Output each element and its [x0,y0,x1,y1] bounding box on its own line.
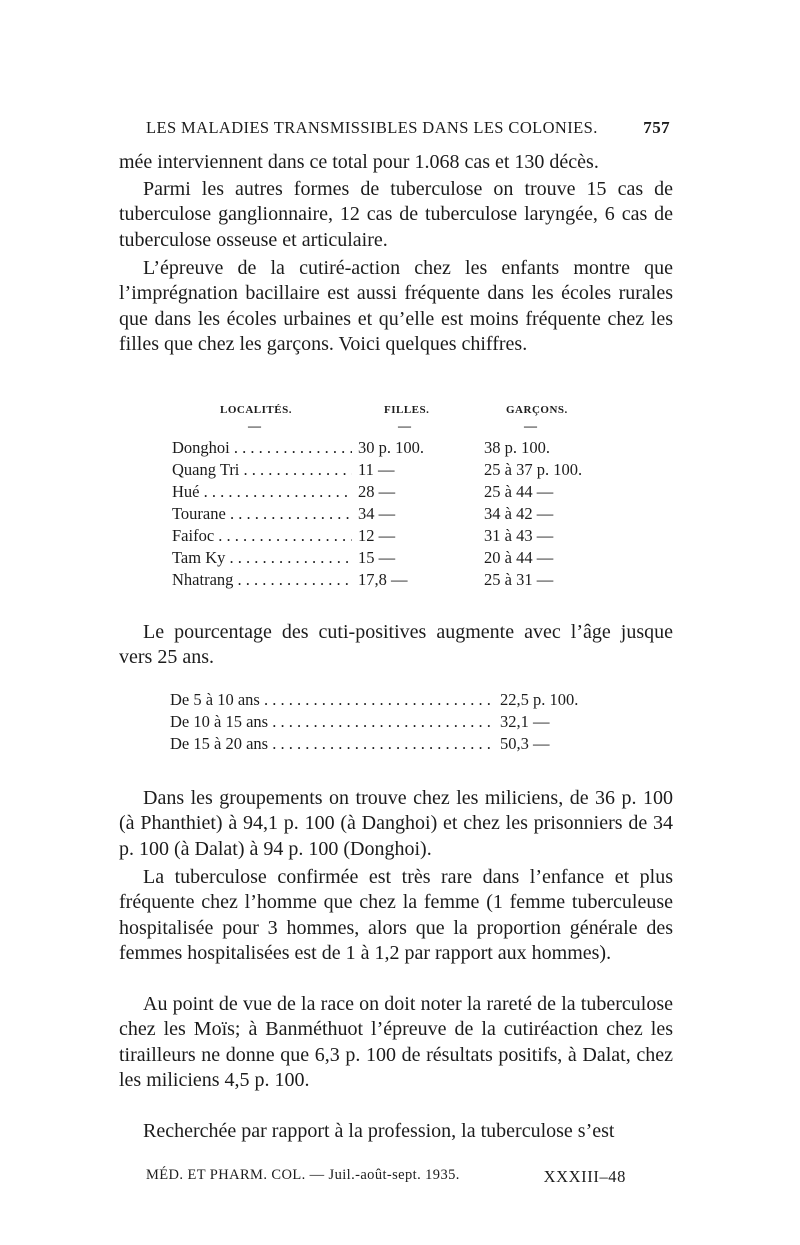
table-row [172,504,632,526]
cell-garcons: 25 à 31 — [484,570,554,589]
footer-signature: XXXIII–48 [543,1167,626,1186]
header-filles: FILLES. [384,404,430,416]
cell-garcons: 20 à 44 — [484,548,554,567]
cell-age-range: De 10 à 15 ans . . . [170,712,495,732]
cell-filles: 30 p. 100. [358,438,424,457]
header-dash: — [524,418,537,433]
table-row [170,690,630,712]
paragraph-other-forms: Parmi les autres formes de tuberculose on trouve 15 cas de tuberculose ganglionnaire, 12 cas de tuberculose laryngée, 6 cas de tuberculose osseuse et articulaire. [119,178,673,251]
header-dash: — [398,418,411,433]
cell-filles: 17,8 — [358,570,408,589]
page-footer [146,1167,626,1187]
paragraph-percentage-age: Le pourcentage des cuti-positives augmente avec l’âge jusque vers 25 ans. [119,621,673,669]
running-title: LES MALADIES TRANSMISSIBLES DANS LES COLONIES. [146,118,598,137]
cell-garcons: 34 à 42 — [484,504,554,523]
table-row [172,548,632,570]
cell-localite: Tourane . . . [172,504,352,524]
cell-age-range: De 5 à 10 ans . . . [170,690,495,710]
header-localites: LOCALITÉS. [220,404,292,416]
cell-age-range: De 15 à 20 ans . . . [170,734,495,754]
table-row [172,438,632,460]
running-header [146,118,670,138]
table-row [172,460,632,482]
table-row [170,712,630,734]
cell-filles: 12 — [358,526,396,545]
cell-localite: Quang Tri . . . [172,460,352,480]
cell-filles: 28 — [358,482,396,501]
table-row [172,482,632,504]
cell-age-value: 32,1 — [500,712,550,731]
header-dash: — [248,418,261,433]
paragraph-confirmed-tb: La tuberculose confirmée est très rare dans l’enfance et plus fréquente chez l’homme que chez la femme (1 femme tuberculeuse hospitalisée pour 3 hommes, alors que la proportion générale des femmes hospitalisées est de 1 à 1,2 par rapport aux hommes). [119,866,673,965]
table-row [170,734,630,756]
cell-localite: Hué . . . [172,482,352,502]
cell-filles: 15 — [358,548,396,567]
table-row [172,570,632,592]
cell-garcons: 31 à 43 — [484,526,554,545]
cell-age-value: 50,3 — [500,734,550,753]
table-row [172,526,632,548]
cell-localite: Tam Ky . . . [172,548,352,568]
cell-filles: 11 — [358,460,395,479]
paragraph-groupements: Dans les groupements on trouve chez les miliciens, de 36 p. 100 (à Phanthiet) à 94,1 p. 100 (à Danghoi) et chez les prisonniers de 34 p. 100 (à Dalat) à 94 p. 100 (Donghoi). [119,787,673,860]
cell-filles: 34 — [358,504,396,523]
paragraph-continuation: mée interviennent dans ce total pour 1.068 cas et 130 décès. [119,151,599,173]
header-garcons: GARÇONS. [506,404,568,416]
paragraph-cutireaction: L’épreuve de la cutiré-action chez les enfants montre que l’imprégnation bacillaire est aussi fréquente dans les écoles rurales que dans les écoles urbaines et qu’elle est moins fréquente chez les filles que chez les garçons. Voici quelques chiffres. [119,257,673,356]
cell-localite: Donghoi . . . [172,438,352,458]
paragraph-race: Au point de vue de la race on doit noter la rareté de la tuberculose chez les Moïs; à Banméthuot l’épreuve de la cutiréaction chez les tirailleurs ne donne que 6,3 p. 100 de résultats positifs, à Dalat, chez les miliciens 4,5 p. 100. [119,993,673,1092]
cell-garcons: 25 à 37 p. 100. [484,460,583,479]
page-number: 757 [643,118,670,137]
footer-journal: MÉD. ET PHARM. COL. — Juil.-août-sept. 1935. [146,1167,460,1183]
cell-localite: Nhatrang . . . [172,570,352,590]
cell-age-value: 22,5 p. 100. [500,690,579,709]
cell-localite: Faifoc . . . [172,526,352,546]
paragraph-profession: Recherchée par rapport à la profession, la tuberculose s’est [143,1120,615,1142]
cell-garcons: 38 p. 100. [484,438,550,457]
cell-garcons: 25 à 44 — [484,482,554,501]
